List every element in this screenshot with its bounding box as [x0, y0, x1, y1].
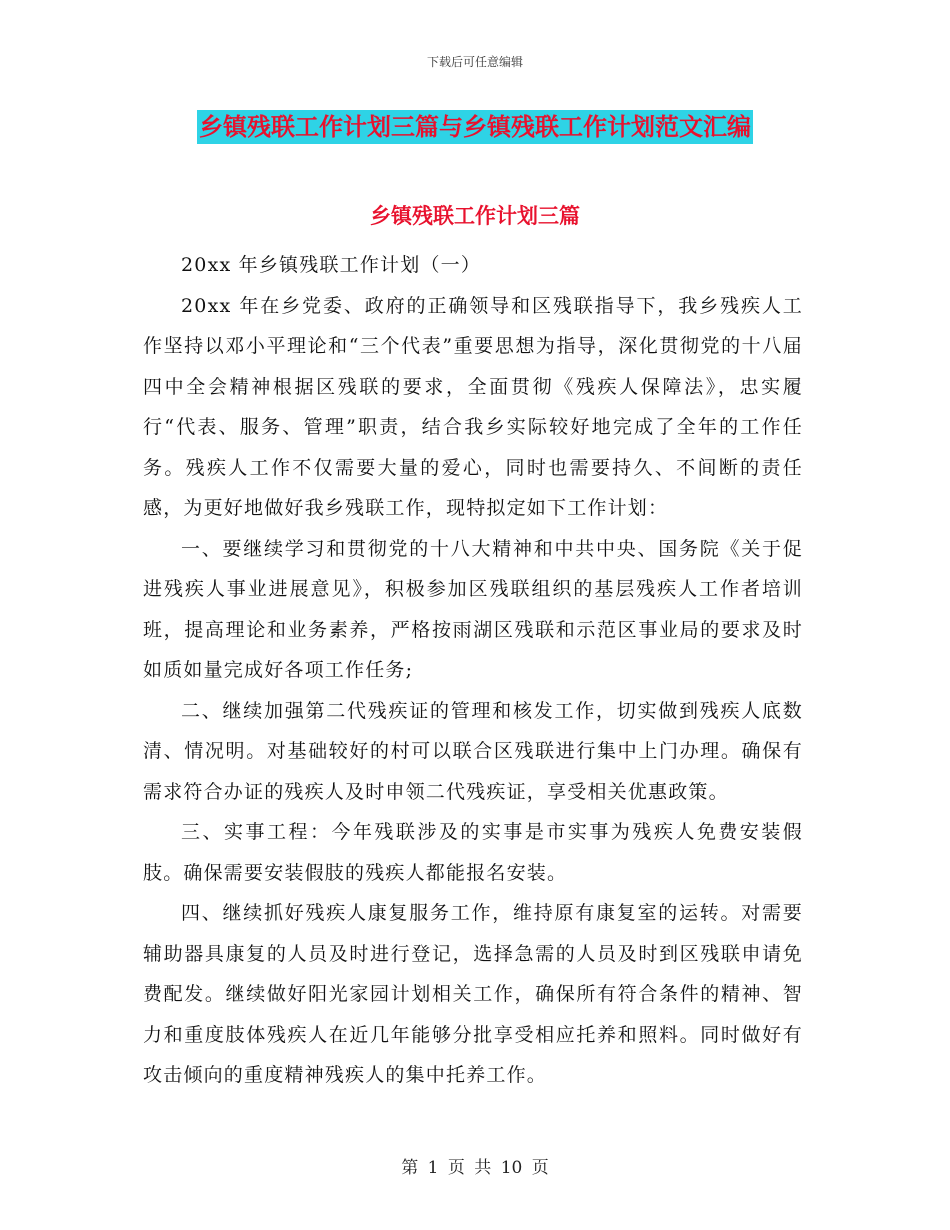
paragraph-intro: 20xx 年在乡党委、政府的正确领导和区残联指导下，我乡残疾人工作坚持以邓小平理论和“三个代表”重要思想为指导，深化贯彻党的十八届四中全会精神根据区残联的要求，全面贯彻《残疾人保障法》，忠实履行“代表、服务、管理”职责，结合我乡实际较好地完成了全年的工作任务。残疾人工作不仅需要大量的爱心，同时也需要持久、不间断的责任感，为更好地做好我乡残联工作，现特拟定如下工作计划： — [143, 294, 803, 519]
paragraph-item-3: 三、实事工程：今年残联涉及的实事是市实事为残疾人免费安装假肢。确保需要安装假肢的残疾人都能报名安装。 — [143, 821, 803, 884]
document-title-container — [0, 110, 950, 144]
page-footer: 第 1 页 共 10 页 — [401, 1158, 549, 1178]
paragraph-item-1: 一、要继续学习和贯彻党的十八大精神和中共中央、国务院《关于促进残疾人事业进展意见》，积极参加区残联组织的基层残疾人工作者培训班，提高理论和业务素养，严格按雨湖区残联和示范区事业局的要求及时如质如量完成好各项工作任务; — [143, 537, 803, 681]
section-title: 乡镇残联工作计划三篇 — [370, 204, 580, 228]
paragraph-item-4: 四、继续抓好残疾人康复服务工作，维持原有康复室的运转。对需要辅助器具康复的人员及时进行登记，选择急需的人员及时到区残联申请免费配发。继续做好阳光家园计划相关工作，确保所有符合条件的精神、智力和重度肢体残疾人在近几年能够分批享受相应托养和照料。同时做好有攻击倾向的重度精神残疾人的集中托养工作。 — [143, 902, 803, 1086]
plan-subheading: 20xx 年乡镇残联工作计划（一） — [181, 254, 482, 276]
header-note: 下载后可任意编辑 — [426, 55, 523, 69]
paragraph-item-2: 二、继续加强第二代残疾证的管理和核发工作，切实做到残疾人底数清、情况明。对基础较好的村可以联合区残联进行集中上门办理。确保有需求符合办证的残疾人及时申领二代残疾证，享受相关优惠政策。 — [143, 699, 803, 803]
document-title: 乡镇残联工作计划三篇与乡镇残联工作计划范文汇编 — [197, 110, 753, 144]
document-body — [143, 245, 803, 1096]
